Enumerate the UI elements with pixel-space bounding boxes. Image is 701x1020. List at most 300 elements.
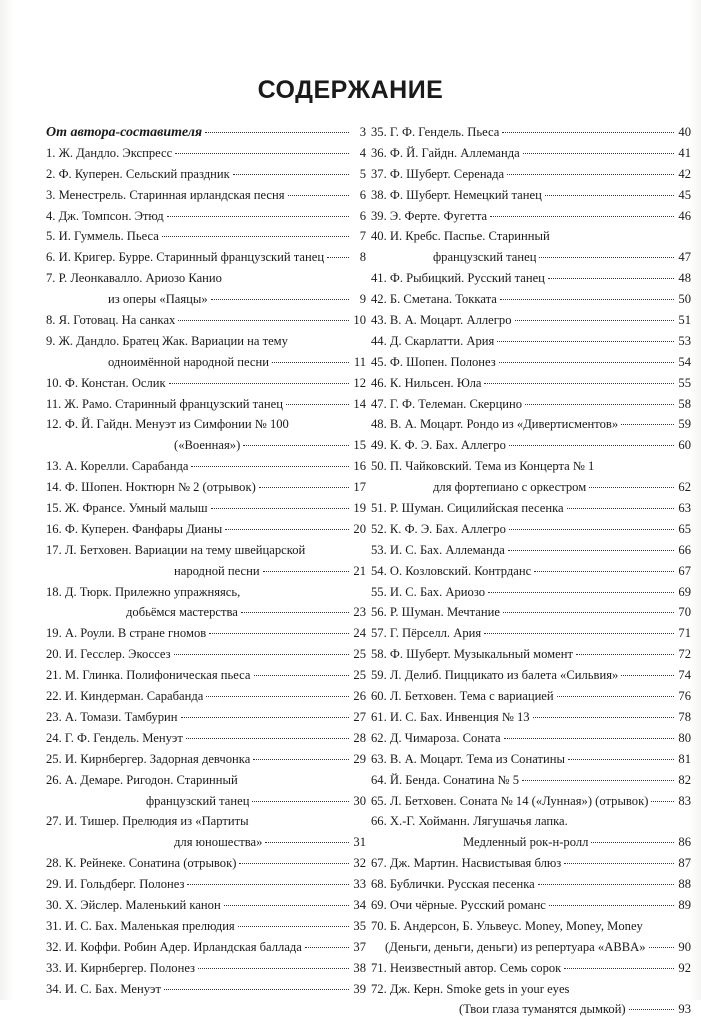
toc-entry-title: 24. Г. Ф. Гендель. Менуэт: [46, 730, 183, 745]
toc-entry-title: народной песни: [174, 563, 260, 578]
toc-entry-title: 9. Ж. Дандло. Братец Жак. Вариации на тему: [46, 333, 288, 348]
toc-entry: [46, 394, 366, 415]
toc-entry-title: 55. И. С. Бах. Ариозо: [371, 584, 486, 599]
toc-entry-title: французский танец: [146, 793, 250, 808]
toc-entry-title: 63. В. А. Моцарт. Тема из Сонатины: [371, 751, 565, 766]
toc-entry-title: 33. И. Кирнбергер. Полонез: [46, 960, 196, 975]
toc-entry: [46, 770, 366, 791]
dot-leader: [174, 654, 349, 655]
toc-entry: [46, 686, 366, 707]
toc-entry-title: (Твои глаза туманятся дымкой): [459, 1002, 626, 1017]
toc-entry-page: 8: [359, 250, 366, 265]
toc-entry-title: 20. И. Гесслер. Экоссез: [46, 647, 171, 662]
toc-entry: [46, 352, 366, 373]
dot-leader: [567, 508, 674, 509]
dot-leader: [209, 633, 349, 634]
toc-entry: [371, 310, 691, 331]
dot-leader: [591, 842, 674, 843]
toc-entry-page: 40: [678, 125, 691, 139]
toc-entry: [46, 728, 366, 749]
dot-leader: [545, 195, 674, 196]
toc-entry: [46, 707, 366, 728]
toc-entry-page: 65: [678, 521, 691, 536]
toc-entry-page: 58: [678, 396, 691, 411]
toc-entry: [46, 435, 366, 456]
toc-entry-page: 67: [678, 563, 691, 578]
toc-entry-page: 45: [678, 187, 691, 202]
toc-entry-title: одноимённой народной песни: [108, 354, 269, 369]
toc-entry-page: 4: [359, 145, 366, 160]
toc-entry-title: 52. К. Ф. Э. Бах. Аллегро: [371, 521, 506, 536]
toc-entry: [46, 540, 366, 561]
dot-leader: [564, 968, 674, 969]
toc-entry-title: 12. Ф. Й. Гайдн. Менуэт из Симфонии № 100: [46, 417, 289, 432]
toc-entry-title: 49. К. Ф. Э. Бах. Аллегро: [371, 438, 506, 453]
dot-leader: [288, 195, 349, 196]
dot-leader: [265, 842, 349, 843]
toc-entry-page: 3: [359, 125, 366, 139]
toc-entry-page: 47: [678, 250, 691, 265]
toc-entry-page: 74: [678, 668, 691, 683]
dot-leader: [187, 884, 349, 885]
toc-entry-page: 81: [678, 751, 691, 766]
dot-leader: [164, 989, 349, 990]
toc-entry-title: 6. И. Кригер. Бурре. Старинный французский танец: [46, 250, 325, 265]
toc-entry: [371, 582, 691, 603]
toc-entry-page: 92: [678, 960, 691, 975]
dot-leader: [224, 905, 349, 906]
toc-entry-page: 26: [353, 689, 366, 704]
toc-entry: [371, 686, 691, 707]
toc-entry: [371, 937, 691, 958]
toc-entry: [371, 895, 691, 916]
toc-entry-title: 69. Очи чёрные. Русский романс: [371, 897, 546, 912]
toc-entry-page: 70: [678, 605, 691, 620]
dot-leader: [515, 320, 675, 321]
dot-leader: [503, 612, 674, 613]
toc-entry: [46, 623, 366, 644]
toc-entry-title: 36. Ф. Й. Гайдн. Аллеманда: [371, 145, 520, 160]
toc-entry-title: 34. И. С. Бах. Менуэт: [46, 981, 161, 996]
dot-leader: [259, 487, 349, 488]
toc-entry: [371, 999, 691, 1020]
toc-entry: [371, 749, 691, 770]
dot-leader: [497, 341, 674, 342]
dot-leader: [254, 675, 350, 676]
dot-leader: [178, 320, 349, 321]
toc-entry: [46, 791, 366, 812]
toc-entry: [46, 414, 366, 435]
dot-leader: [523, 153, 674, 154]
dot-leader: [252, 801, 349, 802]
toc-entry-page: 41: [678, 145, 691, 160]
toc-entry: [46, 937, 366, 958]
toc-entry-title: 59. Л. Делиб. Пиццикато из балета «Сильвия»: [371, 668, 619, 683]
toc-entry-page: 27: [353, 709, 366, 724]
toc-entry-title: 13. А. Корелли. Сарабанда: [46, 459, 189, 474]
toc-entry-page: 23: [353, 605, 366, 620]
toc-entry: [371, 853, 691, 874]
toc-entry: [46, 832, 366, 853]
dot-leader: [564, 863, 674, 864]
toc-entry: [371, 916, 691, 937]
toc-entry: [371, 247, 691, 268]
toc-entry-title: 26. А. Демаре. Ригодон. Старинный: [46, 772, 238, 787]
toc-entry-page: 25: [353, 647, 366, 662]
dot-leader: [484, 383, 674, 384]
toc-entry: [371, 623, 691, 644]
toc-entry-page: 62: [678, 480, 691, 495]
toc-entry-title: («Военная»): [174, 438, 241, 453]
toc-entry: [46, 665, 366, 686]
toc-entry-title: 68. Бублички. Русская песенка: [371, 877, 535, 892]
dot-leader: [507, 174, 674, 175]
toc-entry-page: 78: [678, 709, 691, 724]
toc-entry-title: 41. Ф. Рыбицкий. Русский танец: [371, 271, 545, 286]
dot-leader: [488, 592, 674, 593]
dot-leader: [243, 445, 349, 446]
toc-entry-title: 15. Ж. Франсе. Умный малыш: [46, 501, 208, 516]
toc-entry: [371, 268, 691, 289]
toc-entry-title: 43. В. А. Моцарт. Аллегро: [371, 313, 512, 328]
toc-entry: [46, 331, 366, 352]
toc-entry-title: 40. И. Кребс. Паспье. Старинный: [371, 229, 550, 244]
toc-entry-title: 35. Г. Ф. Гендель. Пьеса: [371, 125, 500, 139]
dot-leader: [651, 801, 674, 802]
toc-entry: [46, 122, 366, 143]
toc-entry-page: 12: [353, 375, 366, 390]
toc-entry-page: 17: [353, 480, 366, 495]
dot-leader: [504, 738, 674, 739]
dot-leader: [241, 612, 349, 613]
toc-entry: [46, 498, 366, 519]
toc-entry: [371, 874, 691, 895]
toc-entry-title: (Деньги, деньги, деньги) из репертуара «ABBA»: [385, 939, 646, 954]
toc-entry: [371, 791, 691, 812]
toc-entry-title: 71. Неизвестный автор. Семь сорок: [371, 960, 562, 975]
toc-entry-title: 16. Ф. Куперен. Фанфары Дианы: [46, 521, 223, 536]
dot-leader: [499, 362, 674, 363]
toc-entry-page: 66: [678, 542, 691, 557]
dot-leader: [253, 759, 349, 760]
toc-entry-title: 61. И. С. Бах. Инвенция № 13: [371, 709, 530, 724]
toc-entry-title: 48. В. А. Моцарт. Рондо из «Дивертисментов»: [371, 417, 619, 432]
toc-entry-page: 38: [353, 960, 366, 975]
toc-entry: [371, 394, 691, 415]
toc-entry: [371, 435, 691, 456]
toc-entry: [46, 143, 366, 164]
toc-entry: [371, 602, 691, 623]
toc-entry-title: Медленный рок-н-ролл: [463, 835, 589, 850]
toc-entry-page: 7: [359, 229, 366, 244]
toc-entry: [371, 644, 691, 665]
dot-leader: [167, 216, 349, 217]
toc-entry-title: 70. Б. Андерсон, Б. Ульвеус. Money, Money, Money: [371, 918, 643, 933]
toc-entry: [371, 728, 691, 749]
toc-entry: [46, 916, 366, 937]
toc-entry-page: 46: [678, 208, 691, 223]
toc-entry: [46, 164, 366, 185]
toc-entry-page: 59: [678, 417, 691, 432]
toc-entry-title: для фортепиано с оркестром: [433, 480, 587, 495]
dot-leader: [286, 404, 349, 405]
dot-leader: [539, 257, 674, 258]
toc-entry: [46, 519, 366, 540]
dot-leader: [305, 947, 349, 948]
toc-entry: [371, 456, 691, 477]
toc-entry-page: 88: [678, 877, 691, 892]
toc-entry: [371, 185, 691, 206]
toc-entry-page: 48: [678, 271, 691, 286]
toc-entry-page: 32: [353, 856, 366, 871]
dot-leader: [629, 1009, 674, 1010]
dot-leader: [181, 717, 349, 718]
toc-entry-title: 5. И. Гуммель. Пьеса: [46, 229, 159, 244]
toc-entry: [46, 895, 366, 916]
toc-entry-page: 6: [359, 208, 366, 223]
toc-entry: [371, 331, 691, 352]
dot-leader: [538, 884, 674, 885]
toc-entry: [46, 477, 366, 498]
toc-entry: [371, 122, 691, 143]
toc-entry-page: 63: [678, 501, 691, 516]
dot-leader: [649, 947, 674, 948]
toc-entry-title: 3. Менестрель. Старинная ирландская песня: [46, 187, 285, 202]
toc-entry-title: 45. Ф. Шопен. Полонез: [371, 354, 496, 369]
toc-entry-page: 53: [678, 333, 691, 348]
toc-entry-page: 6: [359, 187, 366, 202]
toc-entry: [371, 414, 691, 435]
toc-entry-page: 29: [353, 751, 366, 766]
toc-entry-title: 42. Б. Сметана. Токката: [371, 292, 497, 307]
dot-leader: [621, 424, 674, 425]
toc-entry: [371, 665, 691, 686]
toc-entry-title: 25. И. Кирнбергер. Задорная девчонка: [46, 751, 251, 766]
toc-entry-title: 32. И. Коффи. Робин Адер. Ирландская баллада: [46, 939, 302, 954]
dot-leader: [205, 132, 349, 133]
toc-column-right: [371, 122, 691, 1020]
dot-leader: [548, 278, 674, 279]
dot-leader: [502, 132, 674, 133]
toc-entry-page: 5: [359, 166, 366, 181]
toc-entry-page: 19: [353, 501, 366, 516]
toc-entry: [371, 143, 691, 164]
dot-leader: [175, 153, 349, 154]
toc-entry-page: 86: [678, 835, 691, 850]
dot-leader: [500, 299, 674, 300]
toc-entry-title: 62. Д. Чимароза. Соната: [371, 730, 501, 745]
toc-entry-title: 2. Ф. Куперен. Сельский праздник: [46, 166, 230, 181]
toc-entry: [46, 979, 366, 1000]
toc-entry-title: 64. Й. Бенда. Сонатина № 5: [371, 772, 520, 787]
toc-entry-page: 35: [353, 918, 366, 933]
toc-entry-title: 22. И. Киндерман. Сарабанда: [46, 689, 204, 704]
toc-entry-page: 34: [353, 897, 366, 912]
toc-entry-title: 44. Д. Скарлатти. Ария: [371, 333, 495, 348]
toc-entry: [46, 874, 366, 895]
dot-leader: [191, 466, 349, 467]
toc-entry: [371, 811, 691, 832]
toc-entry-title: 56. Р. Шуман. Мечтание: [371, 605, 500, 620]
toc-entry-title: 66. Х.-Г. Хойманн. Лягушачья лапка.: [371, 814, 568, 829]
toc-entry-page: 42: [678, 166, 691, 181]
toc-entry: [371, 540, 691, 561]
toc-entry: [371, 226, 691, 247]
toc-entry-title: 18. Д. Тюрк. Прилежно упражняясь,: [46, 584, 241, 599]
toc-entry: [371, 289, 691, 310]
dot-leader: [533, 717, 674, 718]
toc-entry-page: 83: [678, 793, 691, 808]
dot-leader: [211, 299, 349, 300]
toc-entry: [46, 853, 366, 874]
toc-entry-page: 72: [678, 647, 691, 662]
toc-entry-title: 37. Ф. Шуберт. Серенада: [371, 166, 505, 181]
toc-entry-title: 17. Л. Бетховен. Вариации на тему швейцарской: [46, 542, 306, 557]
toc-entry-page: 11: [353, 354, 366, 369]
toc-entry: [46, 289, 366, 310]
dot-leader: [557, 696, 674, 697]
dot-leader: [589, 487, 674, 488]
toc-entry: [371, 958, 691, 979]
toc-entry-title: 31. И. С. Бах. Маленькая прелюдия: [46, 918, 235, 933]
toc-entry-title: 39. Э. Ферте. Фугетта: [371, 208, 488, 223]
toc-entry: [46, 373, 366, 394]
toc-entry: [371, 979, 691, 1000]
toc-entry-title: 53. И. С. Бах. Аллеманда: [371, 542, 505, 557]
dot-leader: [327, 257, 349, 258]
toc-entry: [371, 352, 691, 373]
toc-entry: [46, 268, 366, 289]
toc-entry-page: 51: [678, 313, 691, 328]
dot-leader: [525, 404, 674, 405]
dot-leader: [169, 383, 349, 384]
dot-leader: [263, 571, 349, 572]
toc-entry-page: 21: [353, 563, 366, 578]
toc-entry: [371, 206, 691, 227]
toc-entry-title: 10. Ф. Констан. Ослик: [46, 375, 166, 390]
toc-entry-page: 54: [678, 354, 691, 369]
dot-leader: [490, 216, 674, 217]
toc-entry: [46, 811, 366, 832]
toc-entry-page: 15: [353, 438, 366, 453]
toc-entry: [371, 561, 691, 582]
toc-entry-title: 30. Х. Эйслер. Маленький канон: [46, 897, 221, 912]
toc-entry-title: От автора-составителя: [46, 125, 203, 140]
toc-entry: [46, 185, 366, 206]
toc-entry-title: 19. А. Роули. В стране гномов: [46, 626, 207, 641]
toc-entry: [46, 561, 366, 582]
toc-column-left: [46, 122, 366, 999]
dot-leader: [549, 905, 674, 906]
dot-leader: [186, 738, 349, 739]
toc-entry-page: 16: [353, 459, 366, 474]
toc-entry-page: 20: [353, 521, 366, 536]
toc-entry-title: 11. Ж. Рамо. Старинный французский танец: [46, 396, 283, 411]
toc-entry-title: из оперы «Паяцы»: [108, 292, 208, 307]
toc-entry-page: 55: [678, 375, 691, 390]
toc-entry-page: 24: [353, 626, 366, 641]
toc-entry: [371, 707, 691, 728]
toc-entry-title: 27. И. Тишер. Прелюдия из «Партиты: [46, 814, 249, 829]
toc-entry-page: 80: [678, 730, 691, 745]
toc-entry-title: добьёмся мастерства: [126, 605, 238, 620]
toc-entry-page: 39: [353, 981, 366, 996]
toc-entry-title: 38. Ф. Шуберт. Немецкий танец: [371, 187, 542, 202]
toc-entry-title: 57. Г. Пёрселл. Ария: [371, 626, 482, 641]
toc-entry-page: 14: [353, 396, 366, 411]
toc-entry-title: 72. Дж. Керн. Smoke gets in your eyes: [371, 981, 570, 996]
toc-entry-page: 90: [678, 939, 691, 954]
dot-leader: [272, 362, 349, 363]
toc-entry: [46, 226, 366, 247]
toc-entry-page: 28: [353, 730, 366, 745]
toc-entry: [46, 602, 366, 623]
toc-entry-title: 51. Р. Шуман. Сицилийская песенка: [371, 501, 564, 516]
dot-leader: [233, 174, 349, 175]
dot-leader: [225, 529, 349, 530]
toc-entry: [371, 164, 691, 185]
page-title: СОДЕРЖАНИЕ: [257, 76, 444, 104]
dot-leader: [576, 654, 674, 655]
dot-leader: [522, 780, 674, 781]
dot-leader: [534, 571, 674, 572]
toc-entry-title: 67. Дж. Мартин. Насвистывая блюз: [371, 856, 562, 871]
toc-entry: [46, 749, 366, 770]
dot-leader: [162, 236, 349, 237]
toc-entry-page: 9: [359, 292, 366, 307]
dot-leader: [621, 675, 674, 676]
toc-entry-title: 54. О. Козловский. Контрданс: [371, 563, 532, 578]
toc-entry-page: 33: [353, 877, 366, 892]
toc-entry-title: 58. Ф. Шуберт. Музыкальный момент: [371, 647, 573, 662]
dot-leader: [239, 863, 349, 864]
toc-entry-title: для юношества»: [174, 835, 263, 850]
toc-entry-page: 25: [353, 668, 366, 683]
dot-leader: [508, 550, 674, 551]
toc-entry-title: 60. Л. Бетховен. Тема с вариацией: [371, 689, 554, 704]
toc-entry-title: 4. Дж. Томпсон. Этюд: [46, 208, 164, 223]
toc-entry-page: 50: [678, 292, 691, 307]
dot-leader: [509, 529, 674, 530]
toc-entry: [46, 310, 366, 331]
dot-leader: [568, 759, 674, 760]
toc-entry-title: 21. М. Глинка. Полифоническая пьеса: [46, 668, 251, 683]
toc-entry-page: 89: [678, 897, 691, 912]
toc-entry: [371, 373, 691, 394]
toc-entry-page: 76: [678, 689, 691, 704]
toc-entry-title: 8. Я. Готовац. На санках: [46, 313, 176, 328]
toc-entry-title: 14. Ф. Шопен. Ноктюрн № 2 (отрывок): [46, 480, 256, 495]
toc-entry-page: 37: [353, 939, 366, 954]
toc-entry: [46, 206, 366, 227]
toc-entry: [371, 477, 691, 498]
toc-entry-page: 60: [678, 438, 691, 453]
dot-leader: [509, 445, 674, 446]
toc-entry-title: 46. К. Нильсен. Юла: [371, 375, 482, 390]
dot-leader: [198, 968, 349, 969]
dot-leader: [238, 926, 349, 927]
toc-entry-title: 28. К. Рейнеке. Сонатина (отрывок): [46, 856, 237, 871]
toc-entry-title: 23. А. Томази. Тамбурин: [46, 709, 178, 724]
toc-entry: [46, 644, 366, 665]
dot-leader: [484, 633, 674, 634]
toc-entry-title: 47. Г. Ф. Телеман. Скерцино: [371, 396, 523, 411]
toc-entry-title: 50. П. Чайковский. Тема из Концерта № 1: [371, 459, 595, 474]
toc-entry: [371, 519, 691, 540]
toc-entry-page: 71: [678, 626, 691, 641]
toc-entry-page: 31: [353, 835, 366, 850]
dot-leader: [211, 508, 349, 509]
